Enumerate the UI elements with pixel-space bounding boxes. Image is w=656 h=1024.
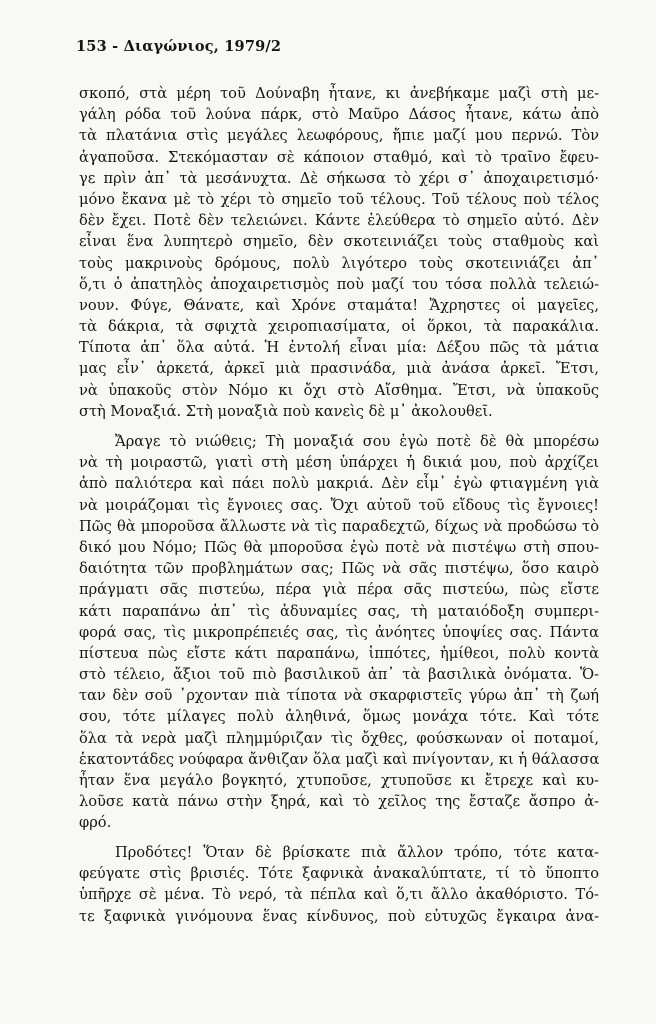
text-line: τὰ δάκρια, τὰ σφιχτὰ χειροπιασίματα, οἱ ὅρκοι, τὰ παρακάλια.	[79, 318, 599, 336]
text-line: ἑκατοντάδες νούφαρα ἄνθιζαν ὅλα μαζὶ καὶ πνίγονταν, κι ἡ θάλασσα	[79, 750, 599, 768]
text-line: Πῶς θὰ μποροῦσα ἄλλωστε νὰ τὶς παραδεχτῶ, δίχως νὰ προδώσω τὸ	[79, 517, 599, 535]
text-line: στὴ Μοναξιά. Στὴ μοναξιὰ ποὺ κανεὶς δὲ μ᾿ ἀκολουθεῖ.	[79, 402, 493, 420]
text-line: Τίποτα ἀπ᾿ ὅλα αὐτά. Ἡ ἐντολή εἶναι μία: Δέξου πῶς τὰ μάτια	[79, 339, 599, 357]
text-line: γε πρὶν ἀπ᾿ τὰ μεσάνυχτα. Δὲ σήκωσα τὸ χέρι σ᾿ ἀποχαιρετισμό·	[79, 169, 599, 187]
text-line: νὰ ὑπακοῦς στὸν Νόμο κι ὄχι στὸ Αἴσθημα. Ἔτσι, νὰ ὑπακοῦς	[79, 381, 599, 399]
text-line: γάλη ρόδα τοῦ λούνα πάρκ, στὸ Μαῦρο Δάσος ἦτανε, κάτω ἀπὸ	[79, 106, 599, 124]
text-line: ταν δὲν σοῦ ᾿ρχονταν πιὰ τίποτα νὰ σκαρφιστεῖς γύρω ἀπ᾿ τὴ ζωή	[79, 687, 599, 705]
paragraph-2	[79, 431, 599, 834]
text-line: στὸ τέλειο, ἄξιοι τοῦ πιὸ βασιλικοῦ ἀπ᾿ τὰ βασιλικὰ ὀνόματα. Ὅ-	[79, 666, 599, 684]
text-line: πράγματι σᾶς πιστεύω, πέρα γιὰ πέρα σᾶς πιστεύω, πὼς εἴστε	[79, 581, 599, 599]
text-line: Προδότες! Ὅταν δὲ βρίσκατε πιὰ ἄλλον τρόπο, τότε κατα-	[115, 844, 599, 861]
text-line: μας εἶν᾿ ἀρκετά, ἀρκεῖ μιὰ πρασινάδα, μιὰ ἀνάσα ἀρκεῖ. Ἔτσι,	[79, 360, 599, 378]
text-line: νουν. Φύγε, Θάνατε, καὶ Χρόνε σταμάτα! Ἄχρηστες οἱ μαγεῖες,	[79, 296, 599, 314]
text-line: εἶναι ἕνα λυπητερὸ σημεῖο, δὲν σκοτεινιάζει τοὺς σταθμοὺς καὶ	[79, 233, 599, 251]
text-line: τε ξαφνικὰ γινόμουνα ἕνας κίνδυνος, ποὺ εὐτυχῶς ἔγκαιρα ἀνα-	[79, 907, 599, 925]
text-line: ἦταν ἕνα μεγάλο βογκητό, χτυποῦσε, χτυποῦσε κι ἔτρεχε καὶ κυ-	[79, 772, 599, 789]
text-line: ὅλα τὰ νερὰ μαζὶ πλημμύριζαν τὶς ὄχθες, φούσκωναν οἱ ποταμοί,	[79, 729, 599, 747]
text-line: τὰ πλατάνια στὶς μεγάλες λεωφόρους, ἤπιε μαζί μου περνώ. Τὸν	[79, 127, 599, 145]
text-line: Ἄραγε τὸ νιώθεις; Τὴ μοναξιά σου ἐγὼ ποτὲ δὲ θὰ μπορέσω	[115, 433, 599, 450]
text-line: ἀγαποῦσα. Στεκόμασταν σὲ κάποιον σταθμό, καὶ τὸ τραῖνο ἔφευ-	[79, 148, 599, 166]
text-line: φεύγατε στὶς βρισιές. Τότε ξαφνικὰ ἀνακαλύπτατε, τί τὸ ὕποπτο	[79, 865, 599, 883]
paragraph-3	[79, 842, 599, 927]
text-line: κάτι παραπάνω ἀπ᾿ τὶς ἀδυναμίες σας, τὴ ματαιόδοξη συμπερι-	[79, 602, 599, 620]
text-line: φορά σας, τὶς μικροπρέπειές σας, τὶς ἀνόητες ὑποψίες σας. Πάντα	[79, 623, 599, 641]
text-line: σου, τότε μίλαγες πολὺ ἀληθινά, ὅμως μονάχα τότε. Καὶ τότε	[79, 708, 599, 726]
text-line: νὰ τὴ μοιραστῶ, γιατὶ στὴ μέση ὑπάρχει ἡ δικιά μου, ποὺ ἀρχίζει	[79, 454, 599, 472]
text-line: ὑπῆρχε σὲ μένα. Τὸ νερό, τὰ πέπλα καὶ ὅ,τι ἄλλο ἀκαθόριστο. Τό-	[79, 886, 599, 904]
text-line: φρό.	[79, 814, 112, 832]
text-line: μόνο ἔκανα μὲ τὸ χέρι τὸ σημεῖο τοῦ τέλους. Τοῦ τέλους ποὺ τέλος	[79, 190, 599, 208]
paragraph-1	[79, 83, 599, 422]
text-line: δὲν ἔχει. Ποτὲ δὲν τελειώνει. Κάντε ἐλεύθερα τὸ σημεῖο αὐτό. Δὲν	[79, 212, 599, 230]
text-line: δικό μου Νόμο; Πῶς θὰ μποροῦσα ἐγὼ ποτὲ νὰ πιστέψω στὴ σπου-	[79, 538, 599, 556]
text-line: τοὺς μακρινοὺς δρόμους, πολὺ λιγότερο τοὺς σκοτεινιάζει ἀπ᾿	[79, 254, 599, 272]
text-line: πίστευα πὼς εἴστε κάτι παραπάνω, ἱππότες, ἡμίθεοι, πολὺ κοντὰ	[79, 644, 599, 662]
text-line: σκοπό, στὰ μέρη τοῦ Δούναβη ἦτανε, κι ἀνεβήκαμε μαζὶ στὴ με-	[79, 85, 599, 102]
text-line: λοῦσε κατὰ πάνω στὴν ξηρά, καὶ τὸ χεῖλος της ἔσταζε ἄσπρο ἀ-	[79, 793, 599, 811]
page-header: 153 - Διαγώνιος, 1979/2	[76, 38, 282, 55]
text-line: ὅ,τι ὁ ἀπατηλὸς ἀποχαιρετισμὸς ποὺ μαζί του τόσα πολλὰ τελειώ-	[79, 275, 599, 293]
text-line: δαιότητα τῶν προβλημάτων σας; Πῶς νὰ σᾶς πιστέψω, ὅσο καιρὸ	[79, 560, 599, 578]
text-line: ἀπὸ παλιότερα καὶ πάει πολὺ μακριά. Δὲν εἶμ᾿ ἐγὼ φτιαγμένη γιὰ	[79, 475, 599, 493]
text-line: νὰ μοιράζομαι τὶς ἔγνοιες σας. Ὄχι αὐτοῦ τοῦ εἴδους τὶς ἔγνοιες!	[79, 496, 599, 514]
